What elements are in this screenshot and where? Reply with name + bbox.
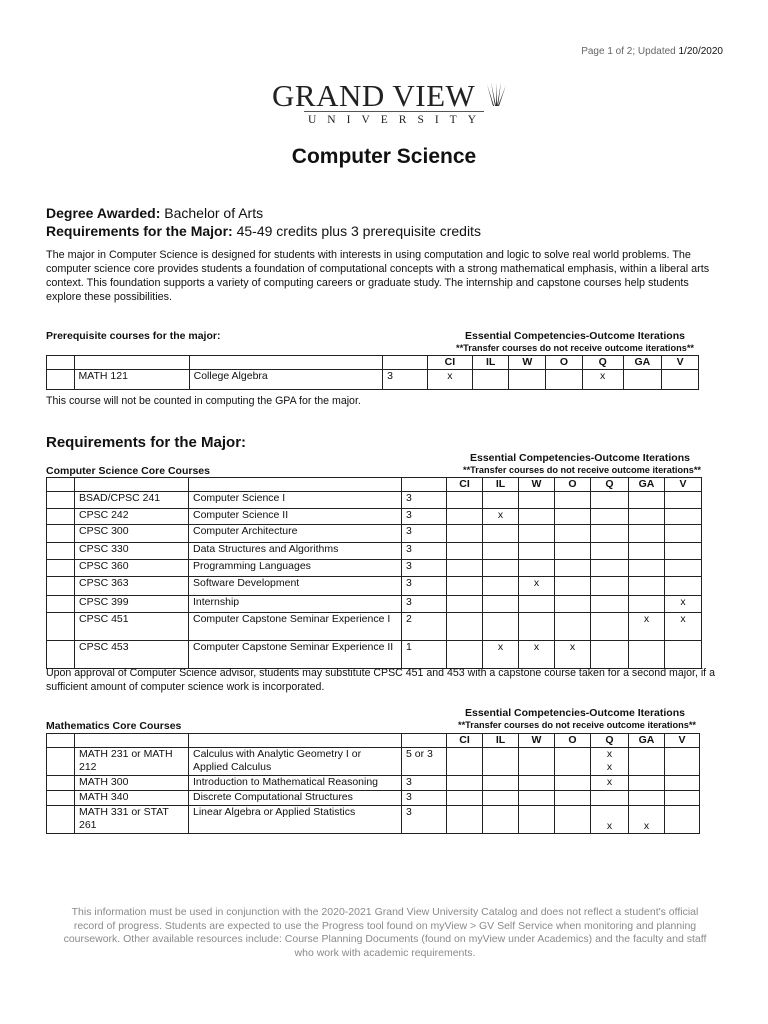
competency-mark — [483, 791, 519, 806]
competency-mark — [555, 560, 591, 577]
competency-mark — [591, 509, 629, 525]
course-credits: 1 — [402, 641, 447, 669]
competency-mark — [629, 525, 665, 543]
competency-mark — [519, 525, 555, 543]
competency-mark — [629, 596, 665, 613]
course-name: Computer Science I — [189, 492, 402, 509]
competency-mark — [665, 525, 702, 543]
competency-mark — [665, 641, 702, 669]
competency-mark — [665, 577, 702, 596]
row-marker-cell — [47, 596, 75, 613]
table-row — [47, 577, 702, 596]
course-name: Software Development — [189, 577, 402, 596]
competency-mark — [555, 776, 591, 791]
row-marker-cell — [47, 806, 75, 834]
competency-mark: x x — [591, 748, 629, 776]
competency-mark — [555, 596, 591, 613]
course-credits: 3 — [402, 577, 447, 596]
competency-mark: x — [665, 613, 702, 641]
competency-mark — [483, 748, 519, 776]
cs-competency-title: Essential Competencies-Outcome Iterations — [470, 452, 690, 464]
competency-mark: x — [665, 596, 702, 613]
course-credits: 3 — [402, 509, 447, 525]
competency-mark — [519, 791, 555, 806]
competency-mark: x — [519, 641, 555, 669]
course-credits: 3 — [402, 776, 447, 791]
competency-mark — [519, 776, 555, 791]
competency-mark — [447, 525, 483, 543]
course-code: CPSC 360 — [75, 560, 189, 577]
competency-mark — [447, 748, 483, 776]
course-name: Computer Science II — [189, 509, 402, 525]
prereq-table — [46, 355, 699, 390]
competency-header-row: CI IL W O Q GA V — [47, 478, 702, 492]
competency-mark — [665, 560, 702, 577]
page-title: Computer Science — [291, 145, 477, 168]
prereq-competency-title: Essential Competencies-Outcome Iterations — [465, 330, 685, 342]
competency-mark — [629, 641, 665, 669]
competency-mark — [519, 509, 555, 525]
course-name: Data Structures and Algorithms — [189, 543, 402, 560]
course-credits: 3 — [402, 492, 447, 509]
row-marker-cell — [47, 509, 75, 525]
table-row — [47, 492, 702, 509]
competency-mark — [483, 492, 519, 509]
competency-mark — [555, 806, 591, 834]
course-credits: 3 — [402, 791, 447, 806]
course-code: CPSC 453 — [75, 641, 189, 669]
competency-mark — [447, 596, 483, 613]
competency-mark — [483, 577, 519, 596]
competency-mark — [555, 543, 591, 560]
competency-mark — [447, 776, 483, 791]
row-marker-cell — [47, 791, 75, 806]
competency-mark — [519, 560, 555, 577]
competency-mark: x — [483, 641, 519, 669]
course-credits: 3 — [402, 560, 447, 577]
cs-core-note: Upon approval of Computer Science advisor, students may substitute CPSC 451 and 453 with a capstone course taken for a second major, if a sufficient amount of computer science work is incorporated. — [46, 667, 715, 693]
competency-mark — [483, 776, 519, 791]
logo-subtitle: UNIVERSITY — [308, 114, 487, 126]
course-code: MATH 331 or STAT 261 — [75, 806, 189, 834]
updated-date: 1/20/2020 — [678, 46, 723, 57]
row-marker-cell — [47, 492, 75, 509]
course-code: CPSC 330 — [75, 543, 189, 560]
competency-mark — [665, 776, 700, 791]
table-row — [47, 560, 702, 577]
table-row — [47, 791, 700, 806]
course-name: Computer Architecture — [189, 525, 402, 543]
course-code: CPSC 242 — [75, 509, 189, 525]
table-row: MATH 121 College Algebra 3 x x — [47, 370, 699, 390]
course-name: Calculus with Analytic Geometry I or Applied Calculus — [189, 748, 402, 776]
competency-mark — [591, 596, 629, 613]
competency-mark — [555, 509, 591, 525]
competency-mark — [483, 543, 519, 560]
table-row — [47, 806, 700, 834]
competency-mark — [591, 641, 629, 669]
course-code: MATH 231 or MATH 212 — [75, 748, 189, 776]
intro-paragraph: The major in Computer Science is designed for students with interests in using computation and logic to solve real world problems. The computer science core provides students a foundation of computational concepts with a strong mathematical emphasis, within a liberal arts context. This foundation supports a variety of computing careers or graduate study. The internship and capstone courses help students explore these possibilities. — [46, 249, 710, 303]
competency-mark — [629, 492, 665, 509]
cs-core-table — [46, 477, 702, 669]
cs-core-rows — [47, 492, 702, 669]
course-name: Discrete Computational Structures — [189, 791, 402, 806]
competency-mark — [483, 613, 519, 641]
table-row — [47, 509, 702, 525]
competency-mark — [483, 806, 519, 834]
course-code: MATH 300 — [75, 776, 189, 791]
competency-mark — [629, 791, 665, 806]
competency-mark — [665, 806, 700, 834]
competency-mark: x — [555, 641, 591, 669]
table-row — [47, 776, 700, 791]
competency-mark — [665, 748, 700, 776]
competency-mark — [447, 492, 483, 509]
competency-mark — [447, 791, 483, 806]
competency-mark: x — [591, 776, 629, 791]
course-credits: 3 — [402, 543, 447, 560]
competency-mark — [629, 543, 665, 560]
competency-mark — [447, 641, 483, 669]
competency-mark — [591, 613, 629, 641]
competency-mark — [519, 492, 555, 509]
competency-mark — [519, 748, 555, 776]
competency-mark — [519, 806, 555, 834]
row-marker-cell — [47, 641, 75, 669]
cs-core-heading: Computer Science Core Courses — [46, 465, 210, 477]
competency-mark — [665, 509, 702, 525]
course-code: CPSC 451 — [75, 613, 189, 641]
competency-mark — [519, 613, 555, 641]
course-name: Programming Languages — [189, 560, 402, 577]
competency-mark — [665, 543, 702, 560]
math-core-heading: Mathematics Core Courses — [46, 720, 182, 732]
course-code: CPSC 363 — [75, 577, 189, 596]
competency-mark — [447, 613, 483, 641]
cs-transfer-note: **Transfer courses do not receive outcome iterations** — [463, 465, 701, 475]
logo-divider — [304, 111, 484, 112]
competency-mark — [555, 748, 591, 776]
table-row — [47, 613, 702, 641]
competency-mark — [665, 791, 700, 806]
competency-mark — [519, 543, 555, 560]
prereq-note: This course will not be counted in computing the GPA for the major. — [46, 395, 361, 407]
table-row — [47, 543, 702, 560]
row-marker-cell — [47, 613, 75, 641]
competency-mark — [483, 525, 519, 543]
course-name: Computer Capstone Seminar Experience II — [189, 641, 402, 669]
row-marker-cell — [47, 560, 75, 577]
competency-mark — [629, 560, 665, 577]
competency-mark — [447, 560, 483, 577]
competency-mark: x — [591, 806, 629, 834]
course-credits: 3 — [402, 806, 447, 834]
competency-header-row: CI IL W O Q GA V — [47, 734, 700, 748]
course-name: Internship — [189, 596, 402, 613]
footer-disclaimer: This information must be used in conjunction with the 2020-2021 Grand View University Catalog and does not reflect a student's official record of progress. Students are expected to use the Progress tool found on myView > GV Self Service when monitoring and planning coursework. Other available resources include: Course Planning Documents (found on myView under Academics) and the faculty and staff who work with academic requirements. — [63, 906, 707, 959]
competency-mark — [555, 492, 591, 509]
competency-mark — [665, 492, 702, 509]
university-logo — [272, 78, 498, 128]
row-marker-cell — [47, 525, 75, 543]
competency-mark — [629, 577, 665, 596]
course-code: MATH 340 — [75, 791, 189, 806]
math-competency-title: Essential Competencies-Outcome Iterations — [465, 707, 685, 719]
row-marker-cell — [47, 776, 75, 791]
course-credits: 2 — [402, 613, 447, 641]
logo-leaf-icon — [485, 82, 507, 108]
row-marker-cell — [47, 577, 75, 596]
competency-mark — [629, 748, 665, 776]
prereq-heading: Prerequisite courses for the major: — [46, 330, 221, 342]
competency-mark — [555, 613, 591, 641]
competency-mark — [447, 806, 483, 834]
competency-mark: x — [519, 577, 555, 596]
page-info: Page 1 of 2; Updated 1/20/2020 — [581, 46, 723, 57]
prereq-transfer-note: **Transfer courses do not receive outcome iterations** — [456, 343, 694, 353]
competency-mark: x — [483, 509, 519, 525]
table-row — [47, 525, 702, 543]
course-name: Introduction to Mathematical Reasoning — [189, 776, 402, 791]
row-marker-cell — [47, 543, 75, 560]
course-name: Computer Capstone Seminar Experience I — [189, 613, 402, 641]
course-code: CPSC 399 — [75, 596, 189, 613]
competency-header-row: CI IL W O Q GA V — [47, 356, 699, 370]
competency-mark — [591, 560, 629, 577]
competency-mark — [591, 577, 629, 596]
logo-wordmark: GRAND VIEW — [272, 78, 498, 114]
competency-mark — [483, 560, 519, 577]
course-credits: 3 — [402, 596, 447, 613]
competency-mark — [447, 509, 483, 525]
competency-mark — [555, 577, 591, 596]
competency-mark — [447, 543, 483, 560]
competency-mark — [555, 525, 591, 543]
competency-mark — [629, 509, 665, 525]
table-row — [47, 596, 702, 613]
course-credits: 3 — [402, 525, 447, 543]
math-transfer-note: **Transfer courses do not receive outcome iterations** — [458, 720, 696, 730]
competency-mark: x — [629, 806, 665, 834]
competency-mark: x — [629, 613, 665, 641]
table-row — [47, 641, 702, 669]
competency-mark — [591, 525, 629, 543]
competency-mark — [519, 596, 555, 613]
competency-mark — [629, 776, 665, 791]
major-heading: Requirements for the Major: — [46, 434, 247, 451]
row-marker-cell — [47, 748, 75, 776]
course-code: BSAD/CPSC 241 — [75, 492, 189, 509]
math-core-rows — [47, 748, 700, 834]
competency-mark — [591, 543, 629, 560]
competency-mark — [483, 596, 519, 613]
competency-mark — [447, 577, 483, 596]
math-core-table — [46, 733, 700, 834]
degree-info: Degree Awarded: Bachelor of Arts Requirements for the Major: 45-49 credits plus 3 prerequisite credits — [46, 205, 481, 239]
course-code: CPSC 300 — [75, 525, 189, 543]
competency-mark — [591, 791, 629, 806]
competency-mark — [591, 492, 629, 509]
table-row — [47, 748, 700, 776]
course-credits: 5 or 3 — [402, 748, 447, 776]
competency-mark — [555, 791, 591, 806]
course-name: Linear Algebra or Applied Statistics — [189, 806, 402, 834]
